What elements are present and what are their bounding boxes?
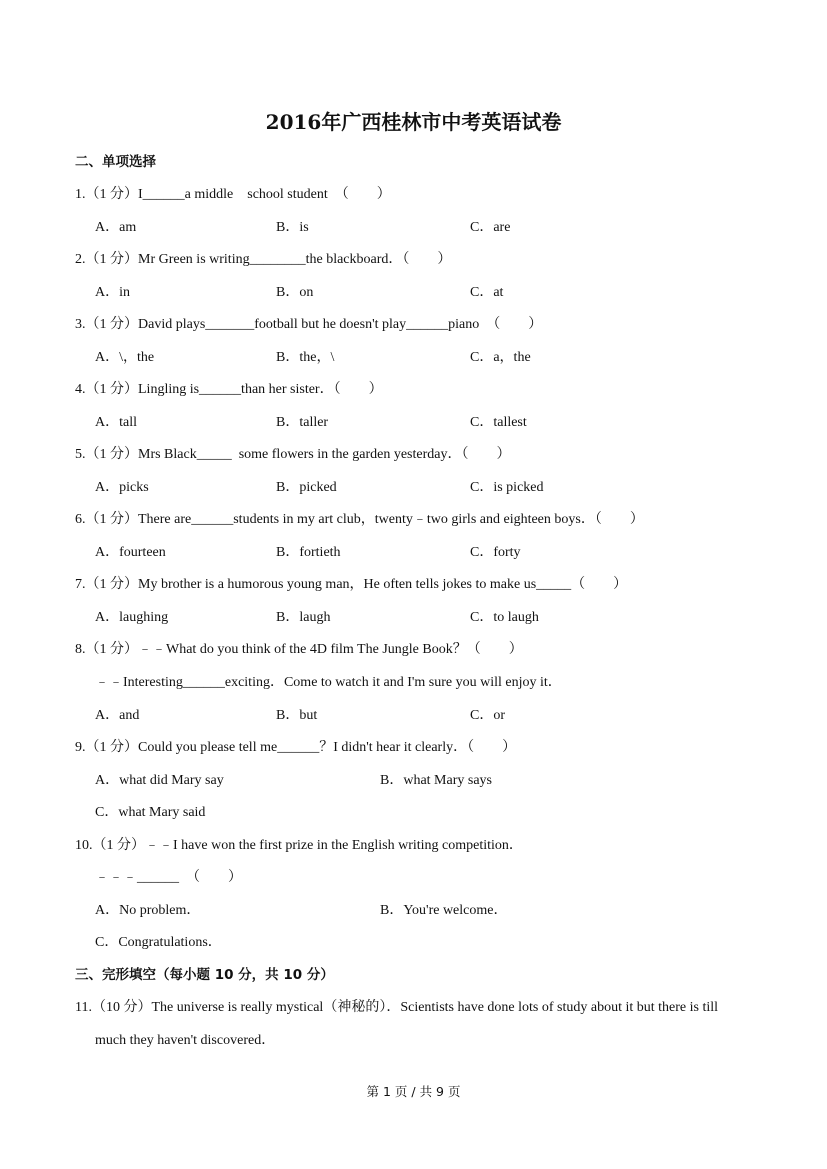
question-8-dialogue: ﹣﹣Interesting______exciting．Come to watch it and I'm sure you will enjoy it． [95, 675, 562, 690]
question-7-option-a: A．laughing [95, 610, 169, 625]
question-6-option-b: B．fortieth [276, 545, 341, 560]
question-10-option-a: A．No problem． [95, 903, 201, 918]
question-10-dialogue: ﹣﹣﹣______ （ ） [95, 870, 242, 885]
question-5-option-c: C．is picked [470, 480, 544, 495]
question-5-option-a: A．picks [95, 480, 149, 495]
question-7-stem: 7.（1 分）My brother is a humorous young man，He often tells jokes to make us_____（ ） [75, 577, 628, 592]
question-3-stem: 3.（1 分）David plays_______football but he doesn't play______piano （ ） [75, 317, 543, 332]
question-2-option-a: A．in [95, 285, 130, 300]
question-4-option-a: A．tall [95, 415, 137, 430]
question-8-option-c: C．or [470, 708, 505, 723]
question-5-stem: 5.（1 分）Mrs Black_____ some flowers in the garden yesterday．（ ） [75, 447, 511, 462]
section-heading-single-choice: 二、单项选择 [75, 154, 156, 170]
question-4-option-b: B．taller [276, 415, 329, 430]
question-2-option-c: C．at [470, 285, 504, 300]
question-1-option-a: A．am [95, 220, 137, 235]
question-3-option-a: A．\，the [95, 350, 155, 365]
question-1-option-b: B．is [276, 220, 309, 235]
question-2-stem: 2.（1 分）Mr Green is writing________the blackboard．（ ） [75, 252, 452, 267]
question-9-stem: 9.（1 分）Could you please tell me______？I didn't hear it clearly．（ ） [75, 740, 517, 755]
question-7-option-c: C．to laugh [470, 610, 539, 625]
question-2-option-b: B．on [276, 285, 314, 300]
question-1-option-c: C．are [470, 220, 511, 235]
question-6-option-a: A．fourteen [95, 545, 166, 560]
question-3-option-b: B．the，\ [276, 350, 335, 365]
question-7-option-b: B．laugh [276, 610, 331, 625]
question-1-stem: 1.（1 分）I______a middle school student （ ） [75, 187, 391, 202]
section-heading-cloze: 三、完形填空（每小题 10 分，共 10 分） [75, 967, 334, 983]
question-3-option-c: C．a，the [470, 350, 531, 365]
question-11-stem-continued: much they haven't discovered． [95, 1033, 276, 1048]
question-9-option-a: A．what did Mary say [95, 773, 224, 788]
question-4-stem: 4.（1 分）Lingling is______than her sister．（ ） [75, 382, 383, 397]
question-5-option-b: B．picked [276, 480, 337, 495]
page-title: 2016年广西桂林市中考英语试卷 [265, 110, 562, 134]
page-footer: 第 1 页 / 共 9 页 [366, 1084, 461, 1099]
question-10-option-b: B．You're welcome． [380, 903, 508, 918]
question-4-option-c: C．tallest [470, 415, 527, 430]
question-6-stem: 6.（1 分）There are______students in my art club，twenty﹣two girls and eighteen boys．（ ） [75, 512, 644, 527]
question-8-option-a: A．and [95, 708, 140, 723]
question-10-stem: 10.（1 分）﹣﹣I have won the first prize in the English writing competition． [75, 838, 523, 853]
question-6-option-c: C．forty [470, 545, 521, 560]
question-8-option-b: B．but [276, 708, 318, 723]
question-8-stem: 8.（1 分）﹣﹣What do you think of the 4D film The Jungle Book？（ ） [75, 642, 523, 657]
question-10-option-c: C．Congratulations． [95, 935, 222, 950]
question-11-stem: 11.（10 分）The universe is really mystical（神秘的）．Scientists have done lots of study about it but there is till [75, 1000, 719, 1015]
question-9-option-b: B．what Mary says [380, 773, 492, 788]
question-9-option-c: C．what Mary said [95, 805, 206, 820]
